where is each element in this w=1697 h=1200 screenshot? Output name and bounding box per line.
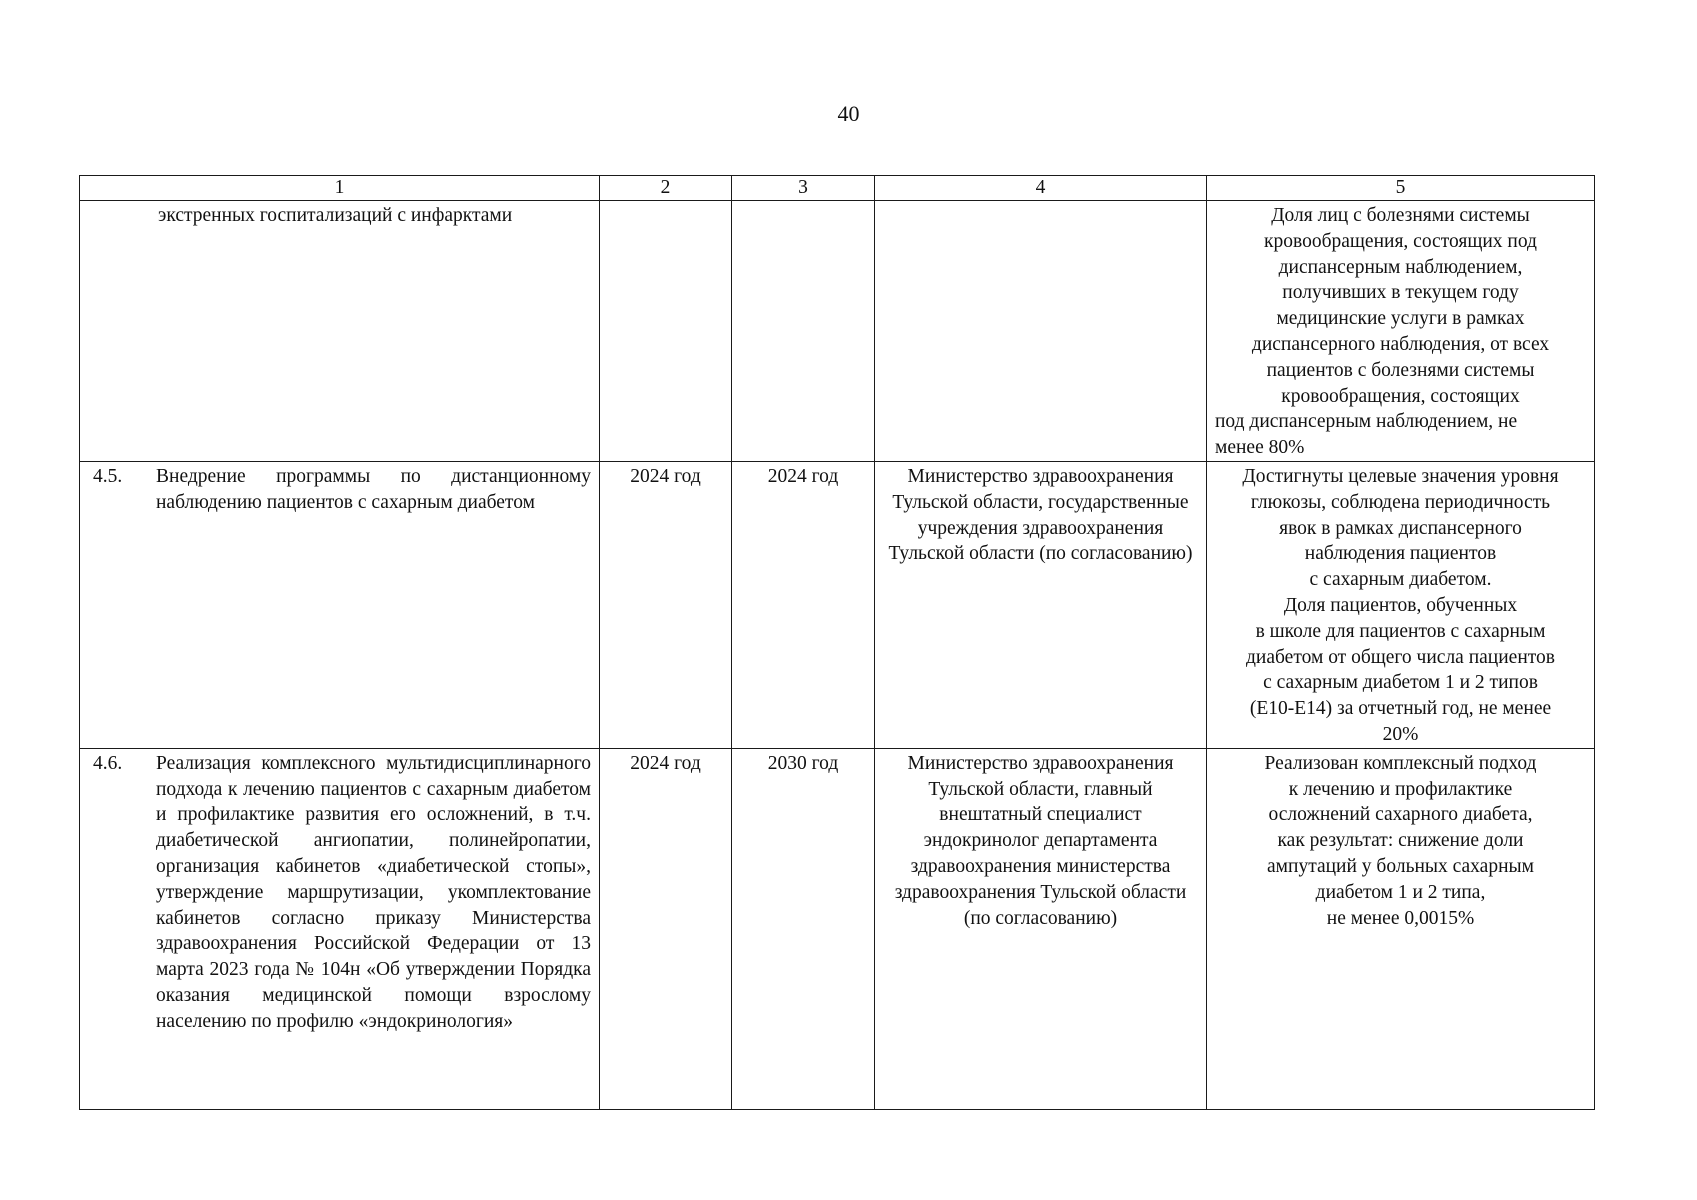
executor-cell: Министерство здравоохранения Тульской области, государственные учреждения здравоохранения Тульской области (по согласованию) [875, 461, 1207, 748]
measure-cell [80, 201, 600, 462]
end-year-cell: 2030 год [732, 748, 875, 1109]
table-header-row [80, 176, 1595, 201]
measure-cell [80, 461, 600, 748]
measures-table [79, 175, 1595, 1110]
result-text: Доля лиц с болезнями системы кровообращения, состоящих под диспансерным наблюдением, получивших в текущем году медицинские услуги в рамках диспансерного наблюдения, от всех пациентов с болезнями системы кровообращения, состоящих под диспансерным наблюдением, не менее 80% [1215, 205, 1550, 459]
item-number: 4.5. [93, 465, 123, 487]
result-cell [1207, 748, 1595, 1109]
executor-cell [875, 201, 1207, 462]
result-cell [1207, 461, 1595, 748]
table-row [80, 748, 1595, 1109]
column-header-3: 3 [732, 176, 875, 201]
item-number: 4.6. [93, 752, 123, 774]
column-header-2: 2 [600, 176, 732, 201]
executor-cell: Министерство здравоохранения Тульской области, главный внештатный специалист эндокринолог департамента здравоохранения министерства здравоохранения Тульской области (по согласованию) [875, 748, 1207, 1109]
column-header-5: 5 [1207, 176, 1595, 201]
start-year-cell: 2024 год [600, 461, 732, 748]
result-cell [1207, 201, 1595, 462]
table-row [80, 461, 1595, 748]
result-text: Достигнуты целевые значения уровня глюкозы, соблюдена периодичность явок в рамках диспансерного наблюдения пациентов с сахарным диабетом. Доля пациентов, обученных в школе для пациентов с сахарным диабетом от общего числа пациентов с сахарным диабетом 1 и 2 типов (Е10-Е14) за отчетный год, не менее 20% [1242, 465, 1559, 745]
column-header-1: 1 [80, 176, 600, 201]
measure-text: Реализация комплексного мультидисциплинарного подхода к лечению пациентов с сахарным диабетом и профилактике развития его осложнений, в т.ч. диабетической ангиопатии, полинейропатии, организация кабинетов «диабетической стопы», утверждение маршрутизации, укомплектование кабинетов согласно приказу Министерства здравоохранения Российской Федерации от 13 марта 2023 года № 104н «Об утверждении Порядка оказания медицинской помощи взрослому населению по профилю «эндокринология» [156, 752, 591, 1032]
measure-text: Внедрение программы по дистанционному наблюдению пациентов с сахарным диабетом [156, 465, 591, 513]
result-text: Реализован комплексный подход к лечению и профилактике осложнений сахарного диабета, как результат: снижение доли ампутаций у больных сахарным диабетом 1 и 2 типа, не менее 0,0015% [1264, 752, 1537, 929]
end-year-cell: 2024 год [732, 461, 875, 748]
end-year-cell [732, 201, 875, 462]
table-row [80, 201, 1595, 462]
start-year-cell [600, 201, 732, 462]
page-number: 40 [837, 101, 860, 126]
measure-cell [80, 748, 600, 1109]
measure-text: экстренных госпитализаций с инфарктами [158, 205, 513, 226]
start-year-cell: 2024 год [600, 748, 732, 1109]
column-header-4: 4 [875, 176, 1207, 201]
